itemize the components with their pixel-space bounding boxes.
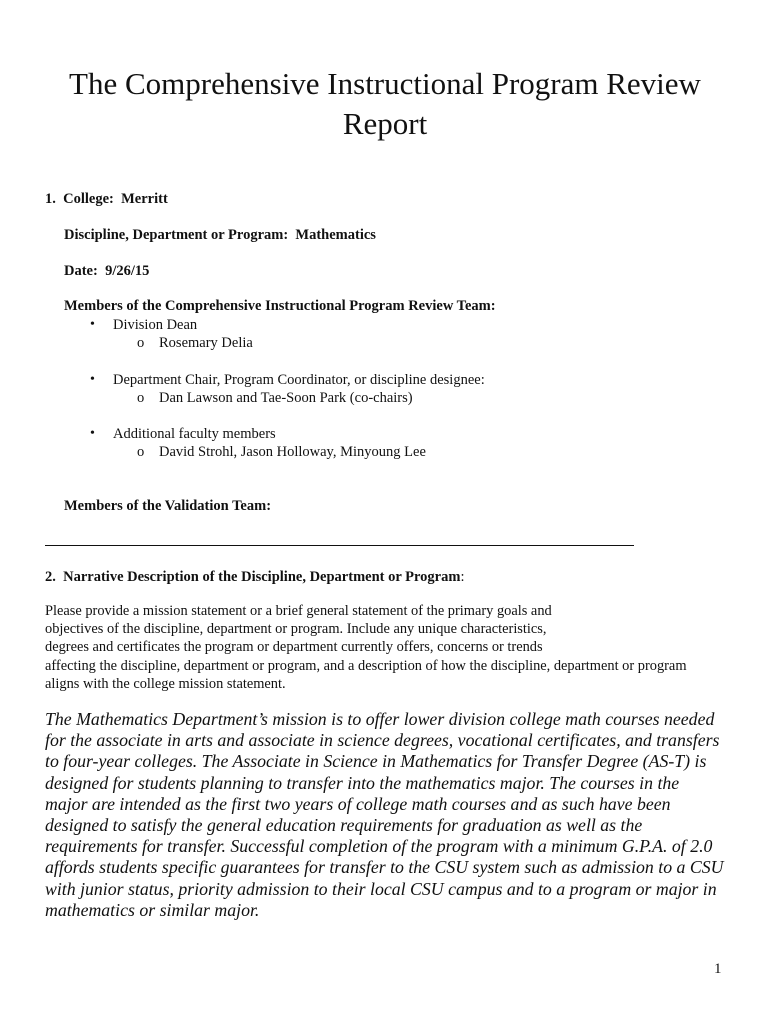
instructions-line: Please provide a mission statement or a brief general statement of the primary goals and <box>45 603 552 619</box>
mission-line: The Mathematics Department’s mission is to offer lower division college math courses needed <box>45 709 715 729</box>
section1-number: 1. <box>45 191 56 207</box>
title-line-1: The Comprehensive Instructional Program Review <box>69 66 701 101</box>
mission-line: affords students specific guarantees for transfer to the CSU system such as admission to a CSU <box>45 857 724 878</box>
date-value: 9/26/15 <box>105 263 150 279</box>
mission-statement <box>45 709 745 921</box>
sub-bullet-icon: o <box>137 335 145 351</box>
page-title <box>40 64 730 144</box>
section2-title: Narrative Description of the Discipline, Department or Program <box>63 569 461 585</box>
mission-line: designed for students planning to transfer into the mathematics major. The courses in the <box>45 772 680 793</box>
validation-team-heading: Members of the Validation Team: <box>64 498 272 514</box>
instructions-paragraph <box>45 602 735 693</box>
section2-heading <box>45 568 464 586</box>
college-label: College: <box>63 191 114 207</box>
mission-line: mathematics or similar major. <box>45 899 260 920</box>
mission-line: designed to satisfy the general education requirements for graduation as well as the <box>45 815 643 836</box>
instructions-line: aligns with the college mission statement. <box>45 675 286 692</box>
page-number: 1 <box>714 961 722 977</box>
mission-line: to four-year colleges. The Associate in Science in Mathematics for Transfer Degree (AS-T) is <box>45 751 707 772</box>
college-line <box>45 190 168 208</box>
instructions-line: objectives of the discipline, department or program. Include any unique characteristics, <box>45 621 547 638</box>
discipline-line <box>64 226 376 244</box>
sub-bullet-icon: o <box>137 390 145 406</box>
bullet-icon: • <box>90 426 95 441</box>
section2-number: 2. <box>45 569 56 585</box>
member-role: Department Chair, Program Coordinator, or discipline designee: <box>113 372 485 388</box>
instructions-line: affecting the discipline, department or program, and a description of how the discipline, department or program <box>45 657 687 674</box>
mission-line: for the associate in arts and associate in science degrees, vocational certificates, and transfers <box>45 730 720 751</box>
mission-line: requirements for transfer. Successful completion of the program with a minimum G.P.A. of 2.0 <box>45 836 713 857</box>
member-names: David Strohl, Jason Holloway, Minyoung Lee <box>159 444 426 460</box>
discipline-label: Discipline, Department or Program: <box>64 227 289 243</box>
title-line-2: Report <box>342 106 428 141</box>
instructions-line: degrees and certificates the program or department currently offers, concerns or trends <box>45 639 543 656</box>
bullet-icon: • <box>90 317 95 332</box>
member-names: Dan Lawson and Tae-Soon Park (co-chairs) <box>159 390 413 406</box>
discipline-value: Mathematics <box>295 227 376 243</box>
member-names: Rosemary Delia <box>159 335 253 351</box>
member-role: Division Dean <box>113 317 198 333</box>
mission-line: with junior status, priority admission to their local CSU campus and to a program or major in <box>45 878 717 899</box>
signature-line <box>45 545 634 546</box>
sub-bullet-icon: o <box>137 444 145 460</box>
date-line <box>64 262 149 280</box>
section2-colon: : <box>460 569 465 585</box>
member-role: Additional faculty members <box>113 426 276 442</box>
date-label: Date: <box>64 263 98 279</box>
review-team-heading: Members of the Comprehensive Instructional Program Review Team: <box>64 298 496 314</box>
bullet-icon: • <box>90 372 95 387</box>
college-value: Merritt <box>121 191 168 207</box>
mission-line: major are intended as the first two years of college math courses and as such have been <box>45 793 671 814</box>
